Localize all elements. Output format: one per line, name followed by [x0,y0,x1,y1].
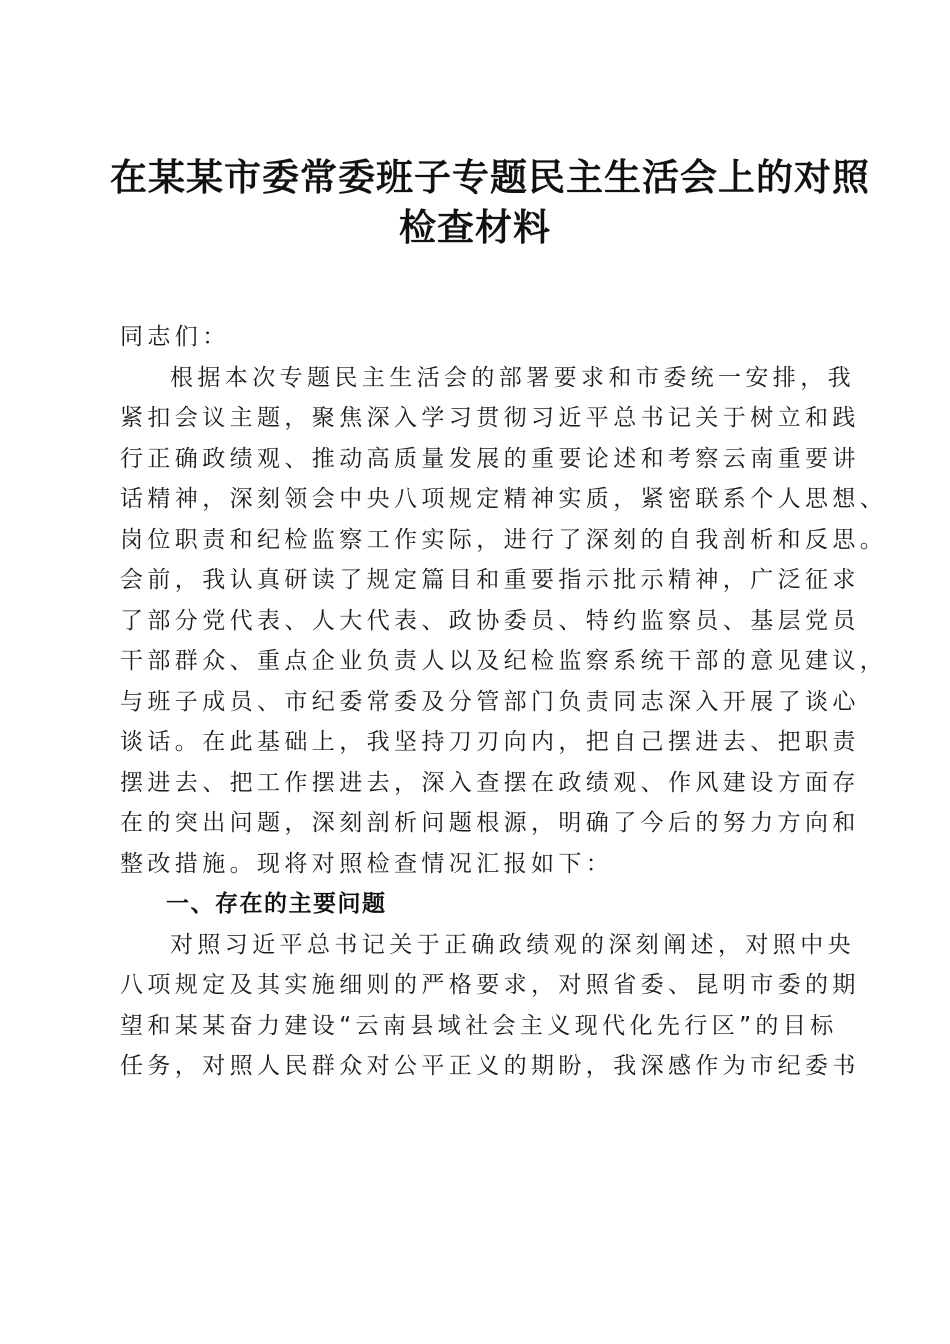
paragraph-line: 干部群众、重点企业负责人以及纪检监察系统干部的意见建议， [120,648,888,674]
paragraph-line: 任务，对照人民群众对公平正义的期盼，我深感作为市纪委书 [120,1053,860,1079]
paragraph-line: 根据本次专题民主生活会的部署要求和市委统一安排，我 [170,364,855,391]
paragraph-line: 望和某某奋力建设“云南县域社会主义现代化先行区”的目标 [120,1012,838,1039]
paragraph-line: 摆进去、把工作摆进去，深入查摆在政绩观、作风建设方面存 [120,769,860,796]
title-line: 在某某市委常委班子专题民主生活会上的对照 [110,155,870,199]
document-title [110,152,870,252]
paragraph-line: 在的突出问题，深刻剖析问题根源，明确了今后的努力方向和 [120,810,860,836]
paragraph-line: 岗位职责和纪检监察工作实际，进行了深刻的自我剖析和反思。 [120,526,888,553]
title-line: 检查材料 [399,205,551,249]
document-body [120,317,888,1087]
paragraph-line: 行正确政绩观、推动高质量发展的重要论述和考察云南重要讲 [120,445,860,472]
paragraph-line: 对照习近平总书记关于正确政绩观的深刻阐述，对照中央 [170,931,855,958]
greeting: 同志们： [120,324,230,350]
paragraph-problems [120,925,860,1087]
paragraph-line: 与班子成员、市纪委常委及分管部门负责同志深入开展了谈心 [120,688,860,715]
section-heading: 一、存在的主要问题 [166,891,387,917]
paragraph-line: 整改措施。现将对照检查情况汇报如下： [120,850,614,877]
paragraph-line: 八项规定及其实施细则的严格要求，对照省委、昆明市委的期 [120,972,860,998]
paragraph-line: 了部分党代表、人大代表、政协委员、特约监察员、基层党员 [120,607,860,634]
paragraph-line: 会前，我认真研读了规定篇目和重要指示批示精神，广泛征求 [120,567,860,593]
paragraph-line: 谈话。在此基础上，我坚持刀刃向内，把自己摆进去、把职责 [120,729,860,755]
paragraph-line: 话精神，深刻领会中央八项规定精神实质，紧密联系个人思想、 [120,486,888,512]
paragraph-intro [120,358,888,885]
paragraph-line: 紧扣会议主题，聚焦深入学习贯彻习近平总书记关于树立和践 [120,405,860,431]
